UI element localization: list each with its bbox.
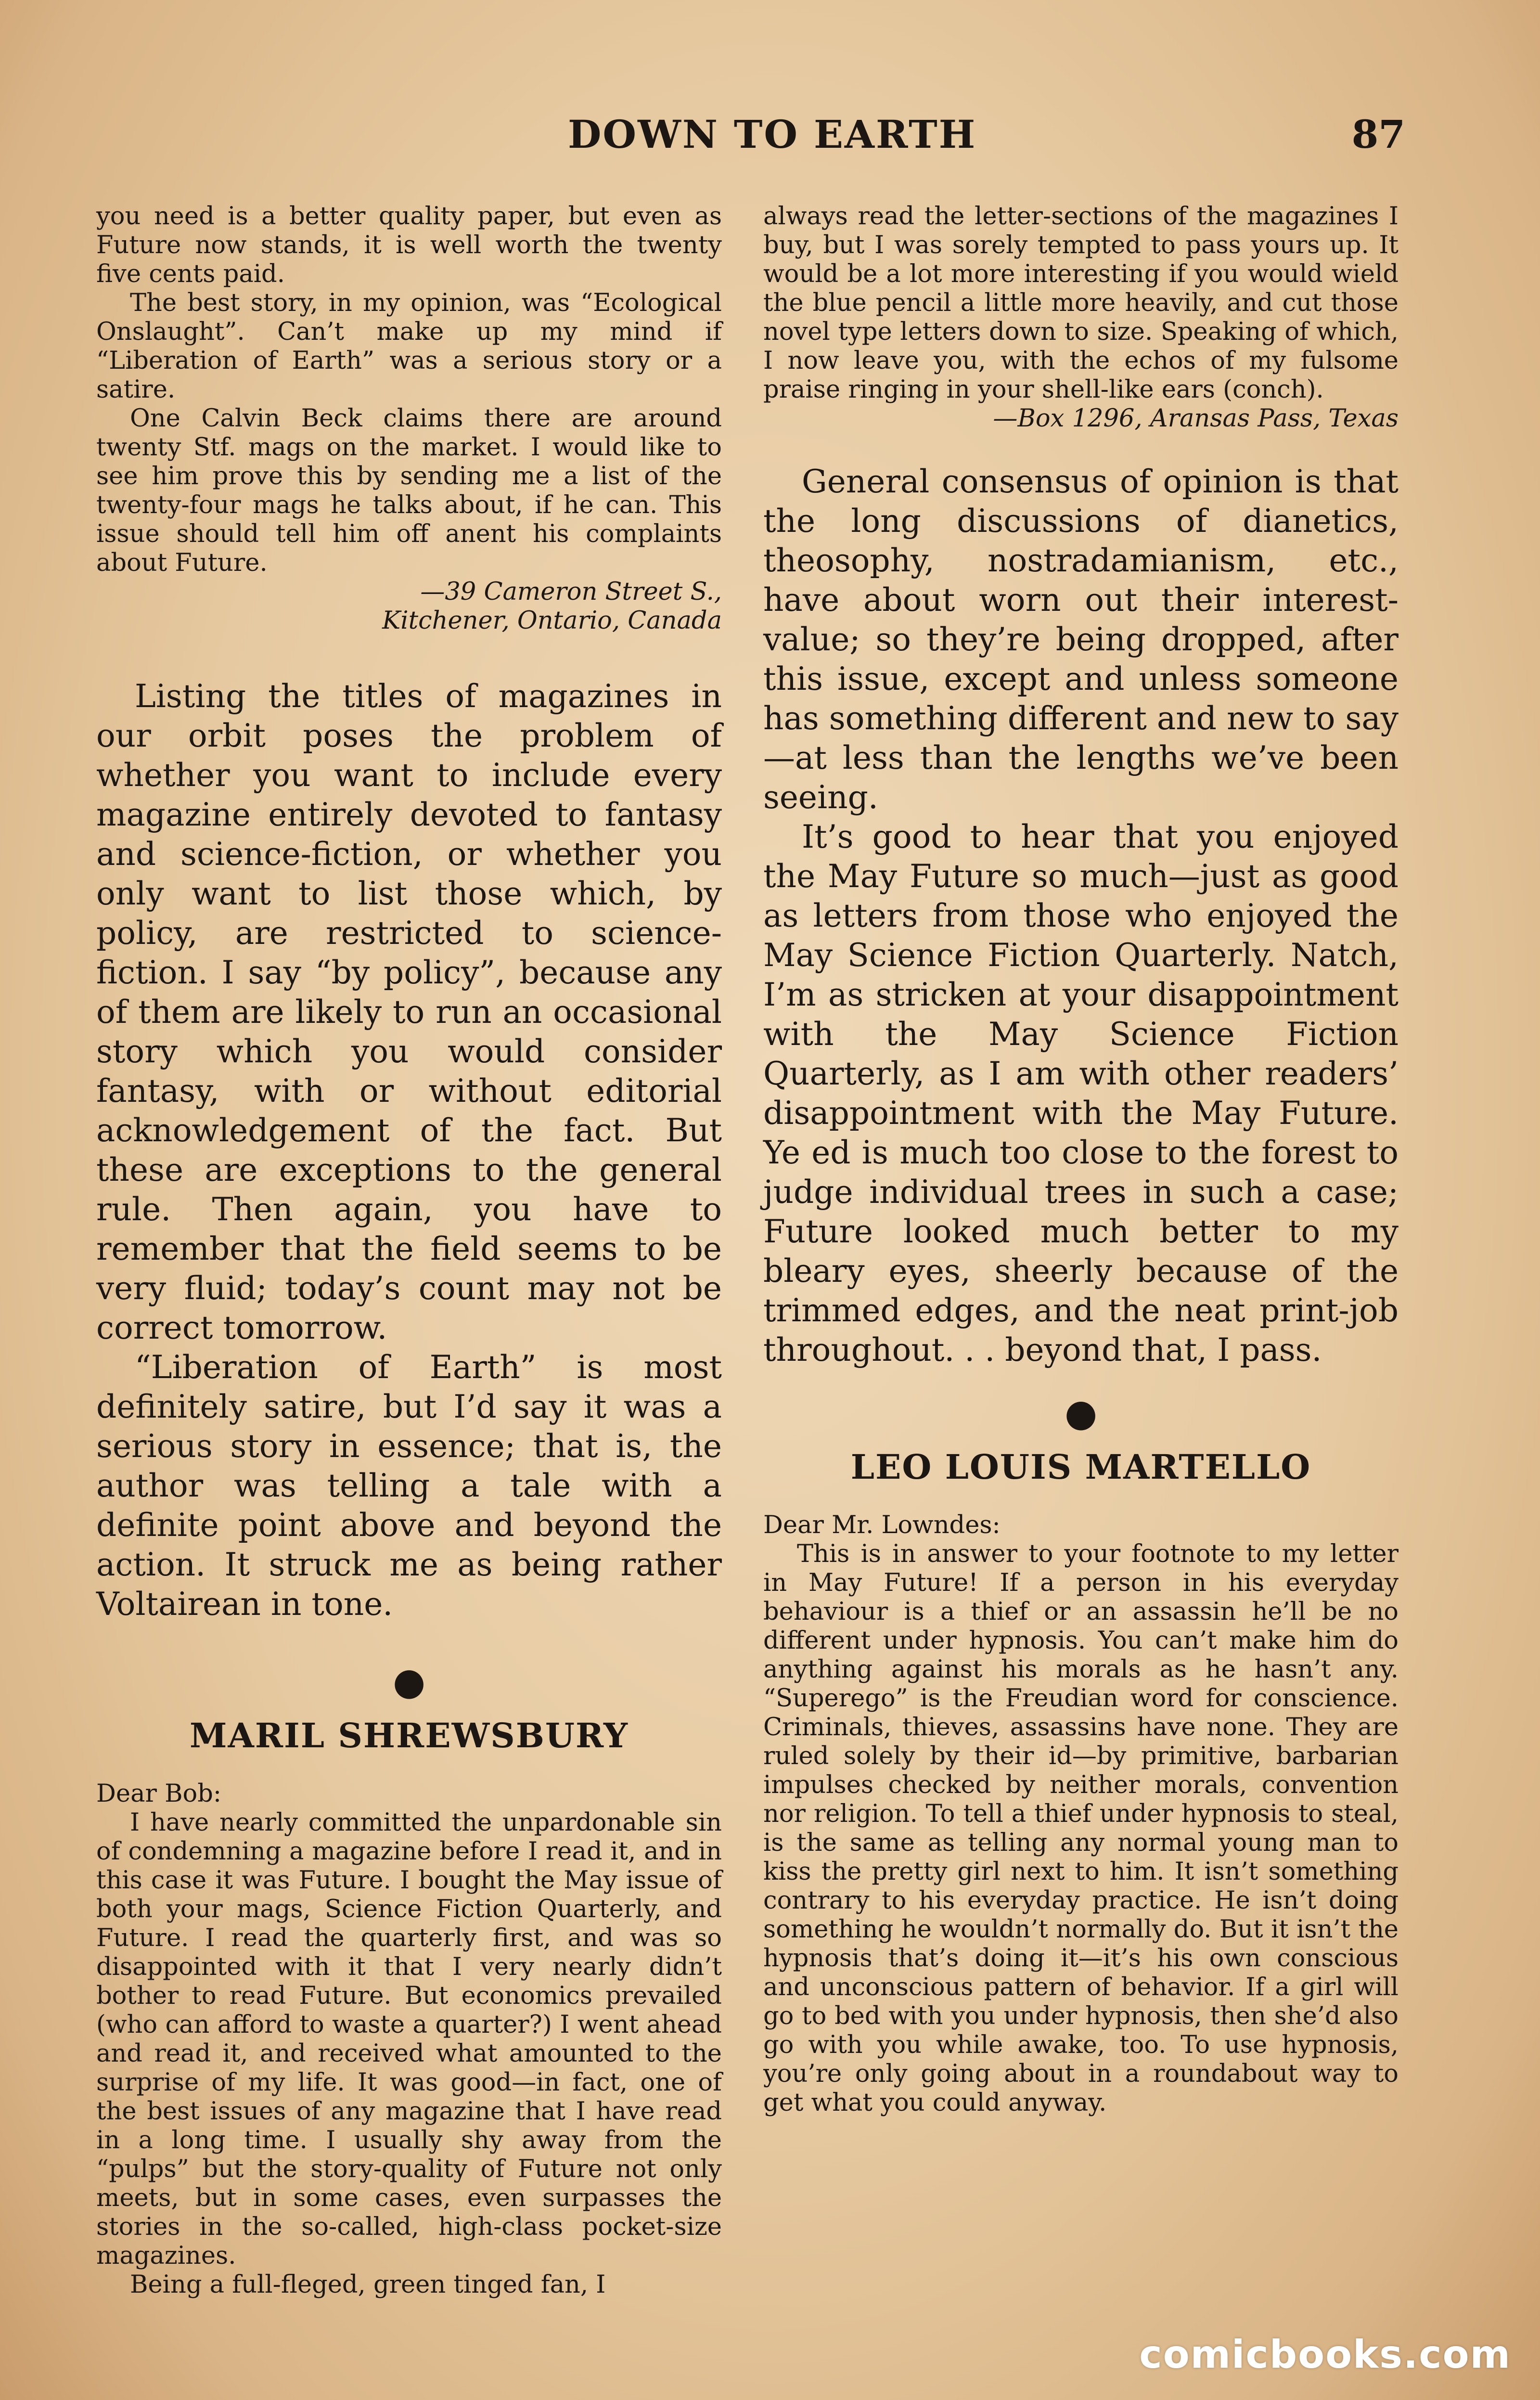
letter-signature: —Box 1296, Aransas Pass, Texas <box>993 404 1399 433</box>
reply-paragraph: It’s good to hear that you enjoyed the May Future so much—just as good as letters from those who enjoyed the May Science Fiction Quarterly. Natch, I’m as stricken at your disappointment with the May Science Fiction Quarterly, as I am with other readers’ disappointment with the May Future. Ye ed is much too close to the forest to judge individual trees in such a case; Future looked much better to my bleary eyes, sheerly because of the trimmed edges, and the neat print-job throughout. . . beyond that, I pass. <box>763 818 1399 1368</box>
letter-paragraph: you need is a better quality paper, but even as Future now stands, it is well worth the twenty five cents paid. <box>96 202 722 288</box>
salutation: Dear Mr. Lowndes: <box>763 1511 1001 1539</box>
letter-paragraph: One Calvin Beck claims there are around twenty Stf. mags on the market. I would like to see him prove this by sending me a list of the twenty-four mags he talks about, if he can. This issue should tell him off anent his complaints about Future. <box>96 404 722 577</box>
letter-continuation <box>763 202 1399 404</box>
letter-leo-louis-martello <box>763 1511 1399 2117</box>
section-bullet: ● <box>392 1660 426 1703</box>
letter-paragraph: This is in answer to your footnote to my letter in May Future! If a person in his everyday behaviour is a thief or an assassin he’ll be no different under hypnosis. You can’t make him do anything against his morals as he hasn’t any. “Superego” is the Freudian word for conscience. Criminals, thieves, assassins have none. They are ruled solely by their id—by primitive, barbarian impulses checked by neither morals, convention nor religion. To tell a thief under hypnosis to steal, is the same as telling any normal young man to kiss the pretty girl next to him. It isn’t something contrary to his everyday practice. He isn’t doing something he wouldn’t normally do. But it isn’t the hypnosis that’s doing it—it’s his own conscious and unconscious pattern of behavior. If a girl will go to bed with you under hypnosis, then she’d also go with you while awake, too. To use hypnosis, you’re only going about in a roundabout way to get what you could anyway. <box>763 1540 1399 2117</box>
letter-paragraph: I have nearly committed the unpardonable sin of condemning a magazine before I read it, and in this case it was Future. I bought the May issue of both your mags, Science Fiction Quarterly, and Future. I read the quarterly first, and was so disappointed with it that I very nearly didn’t bother to read Future. But economics prevailed (who can afford to waste a quarter?) I went ahead and read it, and received what amounted to the surprise of my life. It was good—in fact, one of the best issues of any magazine that I have read in a long time. I usually shy away from the “pulps” but the story-quality of Future not only meets, but in some cases, even surpasses the stories in the so-called, high-class pocket-size magazines. <box>96 1808 722 2270</box>
signature-line: Kitchener, Ontario, Canada <box>382 606 722 635</box>
reply-paragraph: “Liberation of Earth” is most definitely satire, but I’d say it was a serious story in essence; that is, the author was telling a tale with a definite point above and beyond the action. It struck me as being rather Voltairean in tone. <box>96 1349 722 1623</box>
letter-heading-maril-shrewsbury: MARIL SHREWSBURY <box>190 1716 629 1755</box>
watermark-text: comicbooks.com <box>1139 2332 1511 2377</box>
letter-heading-leo-louis-martello: LEO LOUIS MARTELLO <box>850 1447 1311 1487</box>
page-number: 87 <box>1351 112 1405 157</box>
running-title: DOWN TO EARTH <box>568 112 977 157</box>
page-header <box>0 112 1540 169</box>
letter-signature <box>96 578 722 635</box>
right-column <box>763 202 1399 2117</box>
reply-paragraph: Listing the titles of magazines in our orbit poses the problem of whether you want to include every magazine entirely devoted to fantasy and science-fiction, or whether you only want to list those which, by policy, are restricted to science-fiction. I say “by policy”, because any of them are likely to run an occasional story which you would consider fantasy, with or without editorial acknowledgement of the fact. But these are exceptions to the general rule. Then again, you have to remember that the field seems to be very fluid; today’s count may not be correct tomorrow. <box>96 678 722 1346</box>
letter-paragraph: always read the letter-sections of the magazines I buy, but I was sorely tempted to pass yours up. It would be a lot more interesting if you would wield the blue pencil a little more heavily, and cut those novel type letters down to size. Speaking of which, I now leave you, with the echos of my fulsome praise ringing in your shell-like ears (conch). <box>763 202 1399 404</box>
letter-paragraph: The best story, in my opinion, was “Ecological Onslaught”. Can’t make up my mind if “Liberation of Earth” was a serious story or a satire. <box>96 289 722 404</box>
letter-paragraph: Being a full-fleged, green tinged fan, I <box>130 2271 606 2299</box>
left-column <box>96 202 722 2299</box>
section-bullet: ● <box>1064 1392 1098 1435</box>
letter-continuation <box>96 202 722 578</box>
salutation: Dear Bob: <box>96 1780 222 1808</box>
reply-paragraph: General consensus of opinion is that the long discussions of dianetics, theosophy, nostradamianism, etc., have about worn out their interest-value; so they’re being dropped, after this issue, except and unless someone has something different and new to say—at less than the lengths we’ve been seeing. <box>763 463 1399 816</box>
editor-reply <box>96 677 722 1624</box>
signature-line: —39 Cameron Street S., <box>420 578 722 606</box>
editor-reply <box>763 462 1399 1370</box>
letter-maril-shrewsbury <box>96 1780 722 2299</box>
